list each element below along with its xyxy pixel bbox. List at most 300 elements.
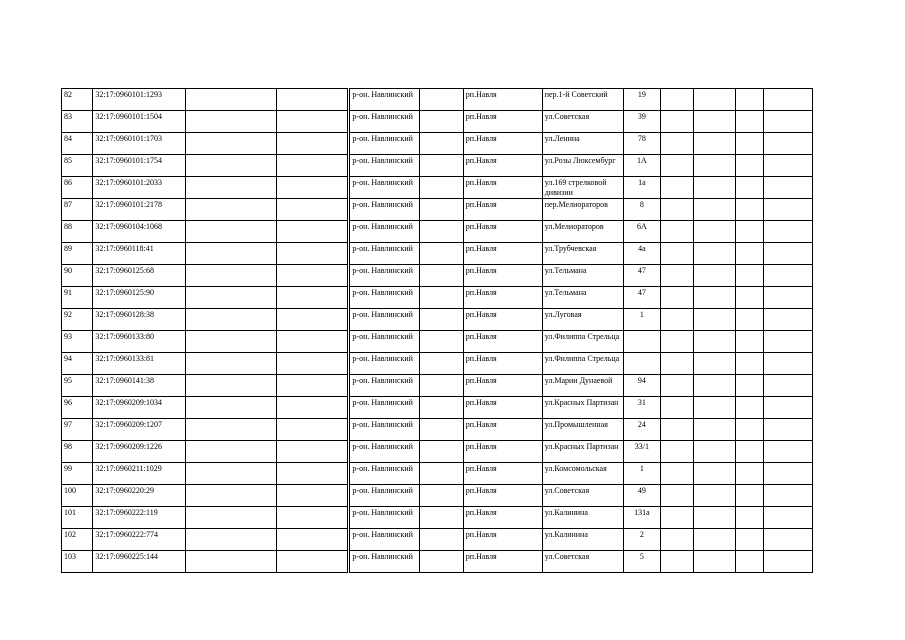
row-number-cell: 86 xyxy=(62,177,93,199)
empty-cell xyxy=(693,177,736,199)
house-number-cell: 6А xyxy=(623,221,660,243)
district-cell: р-он. Навлинский xyxy=(349,529,420,551)
row-number-cell: 84 xyxy=(62,133,93,155)
cadastral-number-cell: 32:17:0960209:1207 xyxy=(93,419,186,441)
cadastral-number-cell: 32:17:0960211:1029 xyxy=(93,463,186,485)
street-cell: ул.Трубчевская xyxy=(542,243,623,265)
empty-cell xyxy=(186,221,276,243)
empty-cell xyxy=(661,265,693,287)
empty-cell xyxy=(764,331,813,353)
settlement-cell: рп.Навля xyxy=(463,463,542,485)
cadastral-number-cell: 32:17:0960220:29 xyxy=(93,485,186,507)
empty-cell xyxy=(661,331,693,353)
district-cell: р-он. Навлинский xyxy=(349,287,420,309)
row-number-cell: 83 xyxy=(62,111,93,133)
house-number-cell xyxy=(623,353,660,375)
empty-cell xyxy=(186,177,276,199)
cadastral-number-cell: 32:17:0960104:1068 xyxy=(93,221,186,243)
empty-cell xyxy=(661,463,693,485)
settlement-cell: рп.Навля xyxy=(463,221,542,243)
table-row xyxy=(62,441,813,463)
row-number-cell: 93 xyxy=(62,331,93,353)
empty-cell xyxy=(693,221,736,243)
empty-cell xyxy=(764,243,813,265)
settlement-cell: рп.Навля xyxy=(463,507,542,529)
empty-cell xyxy=(186,133,276,155)
settlement-cell: рп.Навля xyxy=(463,551,542,573)
row-number-cell: 85 xyxy=(62,155,93,177)
cadastral-register-table xyxy=(61,88,813,573)
empty-cell xyxy=(420,221,464,243)
settlement-cell: рп.Навля xyxy=(463,529,542,551)
empty-cell xyxy=(693,265,736,287)
row-number-cell: 101 xyxy=(62,507,93,529)
street-cell: ул.Ленина xyxy=(542,133,623,155)
empty-cell xyxy=(420,287,464,309)
street-cell: ул.Луговая xyxy=(542,309,623,331)
street-cell: пер.1-й Советский xyxy=(542,89,623,111)
district-cell: р-он. Навлинский xyxy=(349,463,420,485)
district-cell: р-он. Навлинский xyxy=(349,419,420,441)
table-row xyxy=(62,89,813,111)
district-cell: р-он. Навлинский xyxy=(349,265,420,287)
empty-cell xyxy=(420,353,464,375)
empty-cell xyxy=(736,221,764,243)
empty-cell xyxy=(186,89,276,111)
empty-cell xyxy=(693,111,736,133)
row-number-cell: 88 xyxy=(62,221,93,243)
empty-cell xyxy=(276,551,349,573)
empty-cell xyxy=(420,441,464,463)
cadastral-number-cell: 32:17:0960133:80 xyxy=(93,331,186,353)
street-cell: ул.Мелиораторов xyxy=(542,221,623,243)
table-row xyxy=(62,507,813,529)
row-number-cell: 97 xyxy=(62,419,93,441)
empty-cell xyxy=(661,111,693,133)
street-cell: ул.Советская xyxy=(542,485,623,507)
empty-cell xyxy=(420,375,464,397)
empty-cell xyxy=(693,551,736,573)
empty-cell xyxy=(186,463,276,485)
cadastral-number-cell: 32:17:0960222:119 xyxy=(93,507,186,529)
house-number-cell: 131а xyxy=(623,507,660,529)
cadastral-number-cell: 32:17:0960128:38 xyxy=(93,309,186,331)
empty-cell xyxy=(186,331,276,353)
settlement-cell: рп.Навля xyxy=(463,309,542,331)
empty-cell xyxy=(186,287,276,309)
empty-cell xyxy=(420,309,464,331)
empty-cell xyxy=(764,287,813,309)
empty-cell xyxy=(276,155,349,177)
district-cell: р-он. Навлинский xyxy=(349,155,420,177)
empty-cell xyxy=(764,463,813,485)
row-number-cell: 95 xyxy=(62,375,93,397)
house-number-cell xyxy=(623,331,660,353)
settlement-cell: рп.Навля xyxy=(463,331,542,353)
empty-cell xyxy=(693,441,736,463)
empty-cell xyxy=(661,353,693,375)
row-number-cell: 89 xyxy=(62,243,93,265)
empty-cell xyxy=(661,199,693,221)
street-cell: ул.Марии Дунаевой xyxy=(542,375,623,397)
row-number-cell: 102 xyxy=(62,529,93,551)
district-cell: р-он. Навлинский xyxy=(349,243,420,265)
street-cell: ул.Тельмана xyxy=(542,287,623,309)
district-cell: р-он. Навлинский xyxy=(349,133,420,155)
empty-cell xyxy=(764,353,813,375)
empty-cell xyxy=(661,155,693,177)
empty-cell xyxy=(764,177,813,199)
empty-cell xyxy=(661,419,693,441)
cadastral-number-cell: 32:17:0960209:1226 xyxy=(93,441,186,463)
street-cell: ул.Красных Партизан xyxy=(542,397,623,419)
table-row xyxy=(62,133,813,155)
table-row xyxy=(62,155,813,177)
empty-cell xyxy=(764,441,813,463)
street-cell: ул.Филиппа Стрельца xyxy=(542,353,623,375)
empty-cell xyxy=(661,397,693,419)
settlement-cell: рп.Навля xyxy=(463,353,542,375)
district-cell: р-он. Навлинский xyxy=(349,551,420,573)
empty-cell xyxy=(661,529,693,551)
empty-cell xyxy=(186,199,276,221)
empty-cell xyxy=(736,287,764,309)
street-cell: ул.Советская xyxy=(542,111,623,133)
cadastral-number-cell: 32:17:0960225:144 xyxy=(93,551,186,573)
house-number-cell: 1А xyxy=(623,155,660,177)
table-body xyxy=(62,89,813,573)
empty-cell xyxy=(764,133,813,155)
table-row xyxy=(62,353,813,375)
empty-cell xyxy=(693,485,736,507)
cadastral-number-cell: 32:17:0960141:38 xyxy=(93,375,186,397)
house-number-cell: 78 xyxy=(623,133,660,155)
empty-cell xyxy=(736,375,764,397)
empty-cell xyxy=(764,375,813,397)
table-row xyxy=(62,331,813,353)
empty-cell xyxy=(661,133,693,155)
empty-cell xyxy=(276,177,349,199)
row-number-cell: 100 xyxy=(62,485,93,507)
table-row xyxy=(62,287,813,309)
street-cell: ул.Красных Партизан xyxy=(542,441,623,463)
empty-cell xyxy=(420,551,464,573)
empty-cell xyxy=(764,221,813,243)
cadastral-number-cell: 32:17:0960101:2178 xyxy=(93,199,186,221)
cadastral-number-cell: 32:17:0960101:2033 xyxy=(93,177,186,199)
empty-cell xyxy=(693,309,736,331)
house-number-cell: 47 xyxy=(623,287,660,309)
empty-cell xyxy=(693,419,736,441)
row-number-cell: 103 xyxy=(62,551,93,573)
house-number-cell: 1 xyxy=(623,463,660,485)
empty-cell xyxy=(661,221,693,243)
district-cell: р-он. Навлинский xyxy=(349,507,420,529)
empty-cell xyxy=(276,397,349,419)
empty-cell xyxy=(693,375,736,397)
empty-cell xyxy=(420,133,464,155)
district-cell: р-он. Навлинский xyxy=(349,375,420,397)
empty-cell xyxy=(276,419,349,441)
settlement-cell: рп.Навля xyxy=(463,441,542,463)
empty-cell xyxy=(186,243,276,265)
cadastral-number-cell: 32:17:0960209:1034 xyxy=(93,397,186,419)
empty-cell xyxy=(736,529,764,551)
street-cell: ул.Розы Люксембург xyxy=(542,155,623,177)
empty-cell xyxy=(736,485,764,507)
table-row xyxy=(62,551,813,573)
empty-cell xyxy=(276,463,349,485)
empty-cell xyxy=(420,177,464,199)
row-number-cell: 91 xyxy=(62,287,93,309)
district-cell: р-он. Навлинский xyxy=(349,221,420,243)
row-number-cell: 96 xyxy=(62,397,93,419)
district-cell: р-он. Навлинский xyxy=(349,441,420,463)
cadastral-number-cell: 32:17:0960118:41 xyxy=(93,243,186,265)
empty-cell xyxy=(736,133,764,155)
empty-cell xyxy=(186,551,276,573)
table-row xyxy=(62,265,813,287)
table-row xyxy=(62,309,813,331)
house-number-cell: 1а xyxy=(623,177,660,199)
cadastral-number-cell: 32:17:0960101:1293 xyxy=(93,89,186,111)
table-row xyxy=(62,243,813,265)
table-row xyxy=(62,177,813,199)
house-number-cell: 4а xyxy=(623,243,660,265)
house-number-cell: 33/1 xyxy=(623,441,660,463)
district-cell: р-он. Навлинский xyxy=(349,89,420,111)
empty-cell xyxy=(276,529,349,551)
settlement-cell: рп.Навля xyxy=(463,243,542,265)
settlement-cell: рп.Навля xyxy=(463,287,542,309)
empty-cell xyxy=(276,441,349,463)
empty-cell xyxy=(693,529,736,551)
table-row xyxy=(62,199,813,221)
row-number-cell: 98 xyxy=(62,441,93,463)
street-cell: ул.Калинина xyxy=(542,507,623,529)
row-number-cell: 82 xyxy=(62,89,93,111)
house-number-cell: 39 xyxy=(623,111,660,133)
empty-cell xyxy=(693,243,736,265)
empty-cell xyxy=(420,397,464,419)
empty-cell xyxy=(420,155,464,177)
street-cell: ул.Филиппа Стрельца xyxy=(542,331,623,353)
cadastral-number-cell: 32:17:0960125:68 xyxy=(93,265,186,287)
table-row xyxy=(62,397,813,419)
empty-cell xyxy=(276,309,349,331)
empty-cell xyxy=(764,551,813,573)
row-number-cell: 90 xyxy=(62,265,93,287)
empty-cell xyxy=(186,419,276,441)
empty-cell xyxy=(420,111,464,133)
empty-cell xyxy=(186,155,276,177)
empty-cell xyxy=(420,485,464,507)
cadastral-number-cell: 32:17:0960133:81 xyxy=(93,353,186,375)
empty-cell xyxy=(186,353,276,375)
empty-cell xyxy=(276,111,349,133)
empty-cell xyxy=(276,221,349,243)
empty-cell xyxy=(764,199,813,221)
empty-cell xyxy=(693,89,736,111)
house-number-cell: 94 xyxy=(623,375,660,397)
empty-cell xyxy=(693,331,736,353)
cadastral-number-cell: 32:17:0960101:1504 xyxy=(93,111,186,133)
table-row xyxy=(62,375,813,397)
house-number-cell: 8 xyxy=(623,199,660,221)
empty-cell xyxy=(736,243,764,265)
empty-cell xyxy=(420,243,464,265)
table-row xyxy=(62,463,813,485)
settlement-cell: рп.Навля xyxy=(463,155,542,177)
empty-cell xyxy=(736,265,764,287)
empty-cell xyxy=(661,243,693,265)
empty-cell xyxy=(186,507,276,529)
house-number-cell: 47 xyxy=(623,265,660,287)
settlement-cell: рп.Навля xyxy=(463,397,542,419)
empty-cell xyxy=(276,485,349,507)
empty-cell xyxy=(764,309,813,331)
empty-cell xyxy=(420,89,464,111)
house-number-cell: 2 xyxy=(623,529,660,551)
district-cell: р-он. Навлинский xyxy=(349,485,420,507)
empty-cell xyxy=(661,485,693,507)
empty-cell xyxy=(693,199,736,221)
empty-cell xyxy=(736,419,764,441)
empty-cell xyxy=(736,551,764,573)
settlement-cell: рп.Навля xyxy=(463,177,542,199)
empty-cell xyxy=(186,441,276,463)
house-number-cell: 24 xyxy=(623,419,660,441)
street-cell: ул.Советская xyxy=(542,551,623,573)
settlement-cell: рп.Навля xyxy=(463,485,542,507)
empty-cell xyxy=(276,133,349,155)
empty-cell xyxy=(186,309,276,331)
empty-cell xyxy=(693,287,736,309)
empty-cell xyxy=(736,155,764,177)
settlement-cell: рп.Навля xyxy=(463,265,542,287)
table-row xyxy=(62,111,813,133)
empty-cell xyxy=(420,419,464,441)
empty-cell xyxy=(736,89,764,111)
house-number-cell: 1 xyxy=(623,309,660,331)
empty-cell xyxy=(764,507,813,529)
empty-cell xyxy=(186,265,276,287)
empty-cell xyxy=(736,331,764,353)
house-number-cell: 19 xyxy=(623,89,660,111)
street-cell: ул.Тельмана xyxy=(542,265,623,287)
empty-cell xyxy=(276,331,349,353)
table-row xyxy=(62,221,813,243)
empty-cell xyxy=(186,397,276,419)
district-cell: р-он. Навлинский xyxy=(349,199,420,221)
settlement-cell: рп.Навля xyxy=(463,89,542,111)
empty-cell xyxy=(276,353,349,375)
empty-cell xyxy=(420,463,464,485)
street-cell: ул.Калинина xyxy=(542,529,623,551)
district-cell: р-он. Навлинский xyxy=(349,111,420,133)
empty-cell xyxy=(420,529,464,551)
empty-cell xyxy=(764,419,813,441)
empty-cell xyxy=(736,507,764,529)
settlement-cell: рп.Навля xyxy=(463,133,542,155)
empty-cell xyxy=(420,265,464,287)
empty-cell xyxy=(764,89,813,111)
cadastral-number-cell: 32:17:0960125:90 xyxy=(93,287,186,309)
empty-cell xyxy=(736,441,764,463)
empty-cell xyxy=(693,463,736,485)
empty-cell xyxy=(186,111,276,133)
street-cell: пер.Мелиораторов xyxy=(542,199,623,221)
empty-cell xyxy=(736,177,764,199)
empty-cell xyxy=(693,155,736,177)
empty-cell xyxy=(693,397,736,419)
empty-cell xyxy=(186,375,276,397)
cadastral-number-cell: 32:17:0960101:1703 xyxy=(93,133,186,155)
row-number-cell: 99 xyxy=(62,463,93,485)
empty-cell xyxy=(276,199,349,221)
house-number-cell: 5 xyxy=(623,551,660,573)
street-cell: ул.Промышленная xyxy=(542,419,623,441)
empty-cell xyxy=(764,265,813,287)
empty-cell xyxy=(764,155,813,177)
empty-cell xyxy=(661,89,693,111)
empty-cell xyxy=(661,287,693,309)
settlement-cell: рп.Навля xyxy=(463,111,542,133)
settlement-cell: рп.Навля xyxy=(463,199,542,221)
empty-cell xyxy=(186,485,276,507)
empty-cell xyxy=(764,485,813,507)
empty-cell xyxy=(661,375,693,397)
district-cell: р-он. Навлинский xyxy=(349,309,420,331)
district-cell: р-он. Навлинский xyxy=(349,177,420,199)
empty-cell xyxy=(420,331,464,353)
empty-cell xyxy=(420,199,464,221)
empty-cell xyxy=(764,111,813,133)
table-row xyxy=(62,529,813,551)
empty-cell xyxy=(661,551,693,573)
district-cell: р-он. Навлинский xyxy=(349,397,420,419)
district-cell: р-он. Навлинский xyxy=(349,331,420,353)
street-cell: ул.169 стрелковой дивизии xyxy=(542,177,623,199)
row-number-cell: 87 xyxy=(62,199,93,221)
empty-cell xyxy=(276,507,349,529)
empty-cell xyxy=(420,507,464,529)
house-number-cell: 31 xyxy=(623,397,660,419)
empty-cell xyxy=(736,199,764,221)
table-row xyxy=(62,485,813,507)
empty-cell xyxy=(736,353,764,375)
empty-cell xyxy=(661,507,693,529)
empty-cell xyxy=(693,353,736,375)
settlement-cell: рп.Навля xyxy=(463,419,542,441)
cadastral-number-cell: 32:17:0960222:774 xyxy=(93,529,186,551)
empty-cell xyxy=(276,375,349,397)
empty-cell xyxy=(764,529,813,551)
empty-cell xyxy=(661,177,693,199)
empty-cell xyxy=(764,397,813,419)
district-cell: р-он. Навлинский xyxy=(349,353,420,375)
row-number-cell: 92 xyxy=(62,309,93,331)
table-row xyxy=(62,419,813,441)
house-number-cell: 49 xyxy=(623,485,660,507)
empty-cell xyxy=(736,309,764,331)
street-cell: ул.Комсомольская xyxy=(542,463,623,485)
empty-cell xyxy=(693,507,736,529)
cadastral-number-cell: 32:17:0960101:1754 xyxy=(93,155,186,177)
empty-cell xyxy=(736,111,764,133)
empty-cell xyxy=(276,265,349,287)
empty-cell xyxy=(661,441,693,463)
